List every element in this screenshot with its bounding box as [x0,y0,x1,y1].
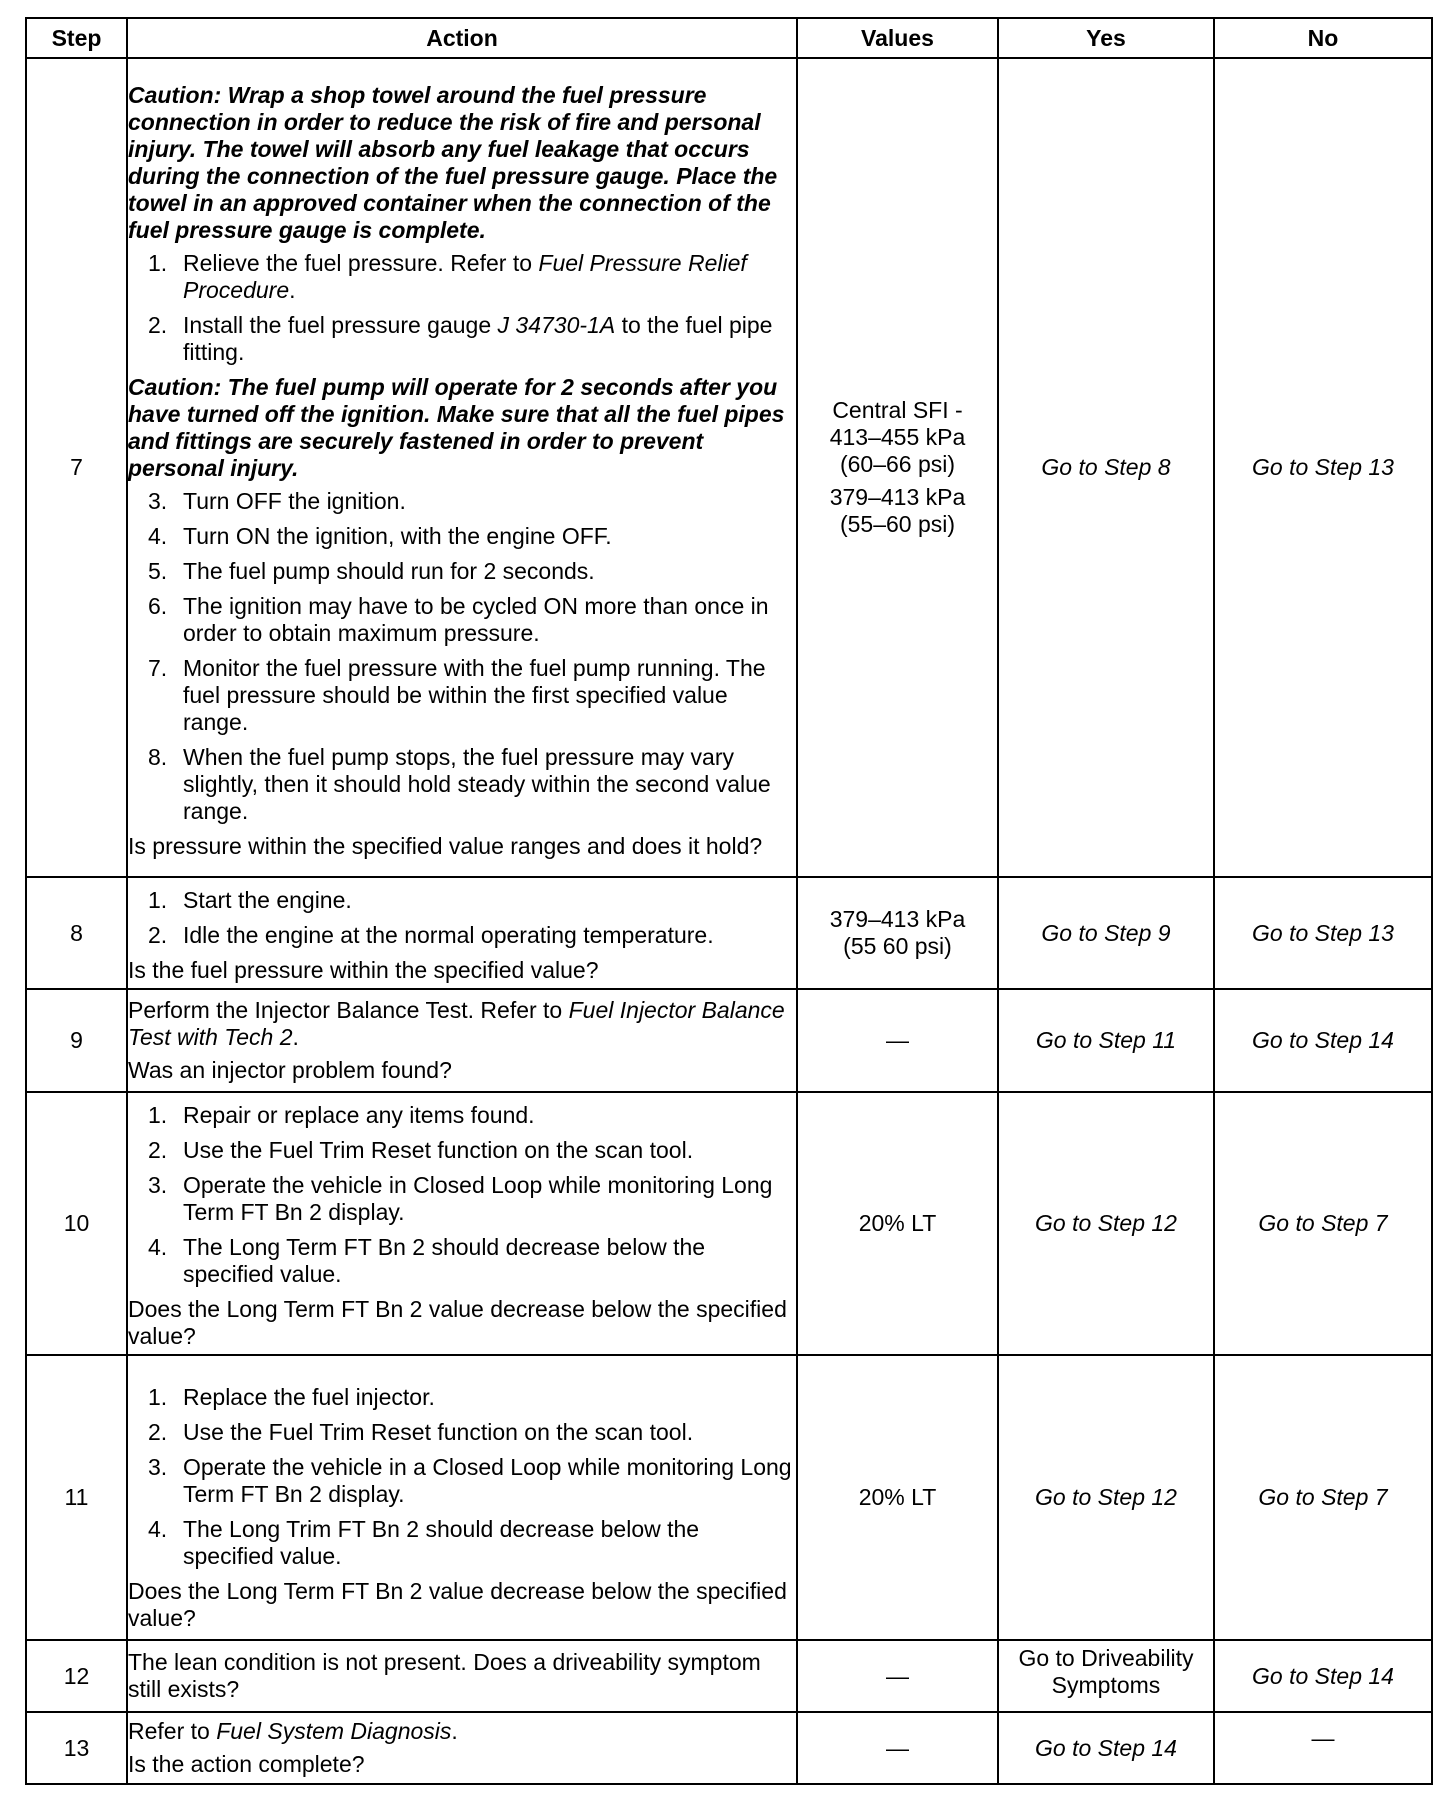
yes-cell [998,58,1214,877]
yes-cell [998,1640,1214,1712]
step-number: 13 [26,1712,127,1784]
list-item: 1. Replace the fuel injector. [148,1383,435,1410]
action-text: The lean condition is not present. Does a driveability symptom still exists? [128,1649,761,1702]
list-item: 1. Start the engine. [148,886,352,913]
list-item: 4. The Long Trim FT Bn 2 should decrease below the specified value. [148,1515,700,1569]
no-cell [1214,1640,1432,1712]
list-item: 3. Turn OFF the ignition. [148,487,406,514]
list-item: 2. Install the fuel pressure gauge J 34730-1A to the fuel pipe fitting. [148,311,773,365]
table-row-step-13 [26,1712,1432,1784]
action-cell [127,1640,797,1712]
yes-goto-link[interactable]: Go to Step 11 [1035,1027,1177,1053]
question-text: Does the Long Term FT Bn 2 value decrease below the specified value? [128,1295,787,1349]
no-cell [1214,989,1432,1092]
yes-goto-link[interactable]: Go to Driveability Symptoms [1018,1645,1194,1698]
question-text: Is pressure within the specified value ranges and does it hold? [128,832,763,859]
header-row [26,18,1432,58]
action-list [128,488,796,825]
list-item: 7. Monitor the fuel pressure with the fuel pump running. The fuel pressure should be within the first specified value range. [148,654,766,735]
yes-cell [998,989,1214,1092]
no-cell [1214,1092,1432,1355]
action-cell [127,1092,797,1355]
table-row-step-8 [26,877,1432,989]
question-text: Is the action complete? [128,1751,365,1777]
values-cell: 379–413 kPa (55 60 psi) [797,877,998,989]
values-cell: — [797,989,998,1092]
no-cell [1214,58,1432,877]
yes-cell [998,877,1214,989]
diagnostic-table [25,17,1433,1785]
step-number: 10 [26,1092,127,1355]
no-cell: — [1214,1712,1432,1784]
caution-text: Caution: The fuel pump will operate for 2 seconds after you have turned off the ignition. Make sure that all the fuel pipes and fittings are securely fastened in order to prevent personal injury. [128,373,785,481]
action-cell [127,989,797,1092]
step-number: 9 [26,989,127,1092]
yes-goto-link[interactable]: Go to Step 8 [1041,454,1171,480]
list-item: 4. Turn ON the ignition, with the engine OFF. [148,522,612,549]
header-values: Values [797,18,998,58]
list-item: 4. The Long Term FT Bn 2 should decrease below the specified value. [148,1233,706,1287]
header-action: Action [127,18,797,58]
no-goto-link[interactable]: Go to Step 14 [1252,1027,1394,1053]
list-item: 5. The fuel pump should run for 2 seconds. [148,557,595,584]
action-cell [127,58,797,877]
reference-link: Fuel Injector Balance Test with Tech 2 [128,997,785,1050]
yes-cell [998,1712,1214,1784]
action-cell [127,1712,797,1784]
action-cell [127,1355,797,1640]
question-text: Is the fuel pressure within the specified value? [128,956,599,983]
step-number: 11 [26,1355,127,1640]
action-list [128,1384,796,1570]
table-row-step-12 [26,1640,1432,1712]
question-text: Was an injector problem found? [128,1057,452,1083]
values-cell: — [797,1640,998,1712]
list-item: 1. Relieve the fuel pressure. Refer to Fuel Pressure Relief Procedure. [148,249,747,303]
list-item: 6. The ignition may have to be cycled ON more than once in order to obtain maximum pressure. [148,592,769,646]
yes-goto-link[interactable]: Go to Step 9 [1041,919,1171,946]
table-row-step-9 [26,989,1432,1092]
values-cell: Central SFI - 413–455 kPa (60–66 psi) 379–413 kPa (55–60 psi) [797,58,998,877]
yes-cell [998,1355,1214,1640]
no-goto-link[interactable]: Go to Step 14 [1252,1662,1394,1689]
yes-goto-link[interactable]: Go to Step 12 [1035,1210,1177,1236]
header-yes: Yes [998,18,1214,58]
reference-link: Fuel System Diagnosis [216,1718,452,1744]
list-item: 3. Operate the vehicle in a Closed Loop while monitoring Long Term FT Bn 2 display. [148,1453,792,1507]
values-cell: 20% LT [797,1355,998,1640]
table-row-step-11 [26,1355,1432,1640]
table-row-step-7 [26,58,1432,877]
action-list [128,250,796,366]
action-text: Perform the Injector Balance Test. Refer to Fuel Injector Balance Test with Tech 2. [128,997,785,1050]
values-cell: — [797,1712,998,1784]
no-goto-link[interactable]: Go to Step 7 [1258,1484,1388,1510]
action-cell [127,877,797,989]
header-step: Step [26,18,127,58]
action-text: Refer to Fuel System Diagnosis. [128,1718,458,1744]
yes-cell [998,1092,1214,1355]
no-goto-link[interactable]: Go to Step 13 [1252,919,1394,946]
action-list [128,887,796,949]
no-goto-link[interactable]: Go to Step 7 [1258,1210,1388,1236]
tool-reference: J 34730-1A [497,311,616,338]
list-item: 1. Repair or replace any items found. [148,1101,535,1128]
action-list [128,1102,796,1288]
list-item: 3. Operate the vehicle in Closed Loop while monitoring Long Term FT Bn 2 display. [148,1171,773,1225]
yes-goto-link[interactable]: Go to Step 14 [1035,1734,1177,1761]
step-number: 8 [26,877,127,989]
caution-text: Caution: Wrap a shop towel around the fuel pressure connection in order to reduce the risk of fire and personal injury. The towel will absorb any fuel leakage that occurs during the connection of the fuel pressure gauge. Place the towel in an approved container when the connection of the fuel pressure gauge is complete. [128,81,778,243]
list-item: 2. Idle the engine at the normal operating temperature. [148,921,714,948]
list-item: 2. Use the Fuel Trim Reset function on the scan tool. [148,1136,694,1163]
values-cell: 20% LT [797,1092,998,1355]
step-number: 12 [26,1640,127,1712]
question-text: Does the Long Term FT Bn 2 value decrease below the specified value? [128,1577,787,1631]
list-item: 8. When the fuel pump stops, the fuel pressure may vary slightly, then it should hold steady within the second value range. [148,743,771,824]
no-cell [1214,1355,1432,1640]
step-number: 7 [26,58,127,877]
no-goto-link[interactable]: Go to Step 13 [1252,454,1394,480]
header-no: No [1214,18,1432,58]
table-row-step-10 [26,1092,1432,1355]
reference-link: Fuel Pressure Relief Procedure [183,249,747,303]
no-cell [1214,877,1432,989]
list-item: 2. Use the Fuel Trim Reset function on the scan tool. [148,1418,694,1445]
yes-goto-link[interactable]: Go to Step 12 [1035,1484,1177,1510]
